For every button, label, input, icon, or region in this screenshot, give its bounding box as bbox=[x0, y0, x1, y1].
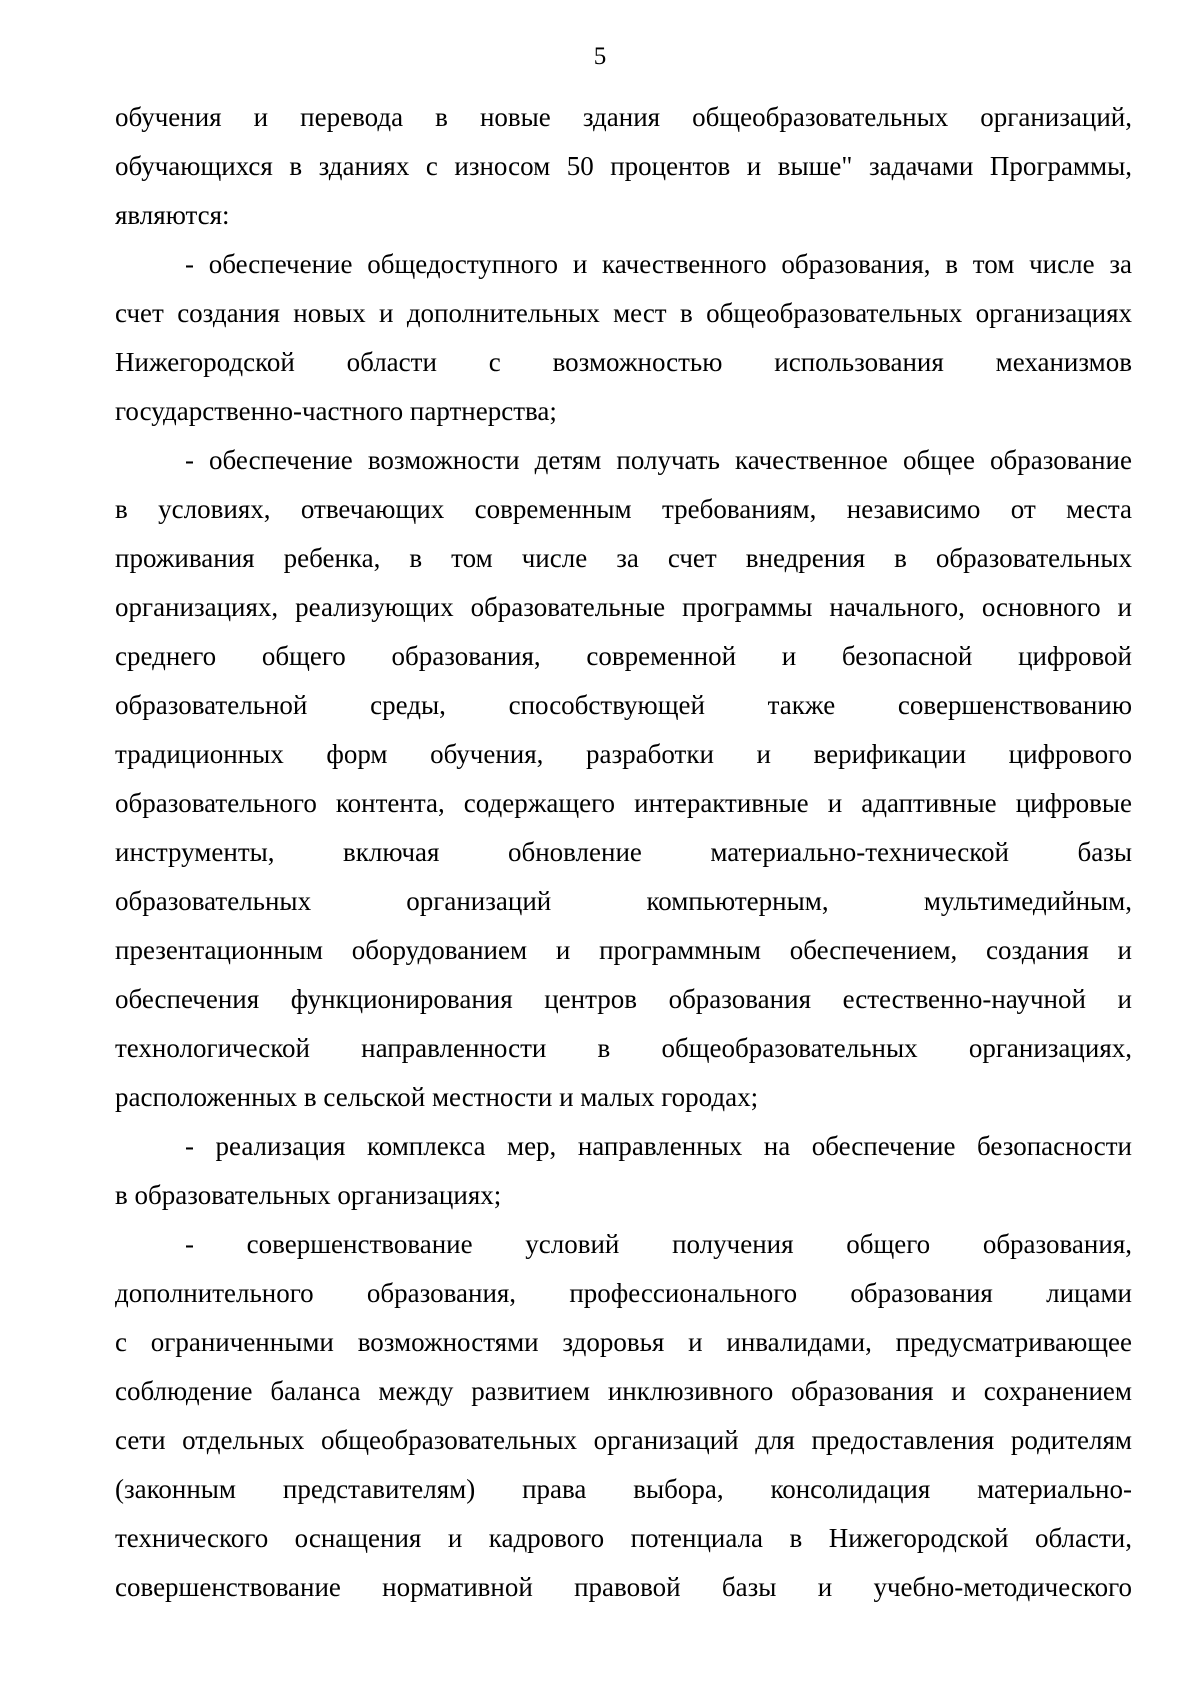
text-line: в образовательных организациях; bbox=[115, 1180, 502, 1210]
text-line: обучающихся в зданиях с износом 50 процентов и выше" задачами Программы, bbox=[115, 151, 1132, 181]
text-line: государственно-частного партнерства; bbox=[115, 396, 557, 426]
text-line: - обеспечение общедоступного и качественного образования, в том числе за bbox=[185, 249, 1132, 279]
text-line: образовательного контента, содержащего интерактивные и адаптивные цифровые bbox=[115, 788, 1132, 818]
text-line: проживания ребенка, в том числе за счет внедрения в образовательных bbox=[115, 543, 1132, 573]
text-line: образовательной среды, способствующей также совершенствованию bbox=[115, 690, 1132, 720]
text-line: - совершенствование условий получения общего образования, bbox=[185, 1229, 1132, 1259]
text-line: инструменты, включая обновление материально-технической базы bbox=[115, 837, 1132, 867]
text-line: с ограниченными возможностями здоровья и инвалидами, предусматривающее bbox=[115, 1327, 1132, 1357]
text-line: (законным представителям) права выбора, консолидация материально- bbox=[115, 1474, 1132, 1504]
text-line: обучения и перевода в новые здания общеобразовательных организаций, bbox=[115, 102, 1132, 132]
text-line: технического оснащения и кадрового потенциала в Нижегородской области, bbox=[115, 1523, 1132, 1553]
text-line: являются: bbox=[115, 200, 230, 230]
text-line: дополнительного образования, профессионального образования лицами bbox=[115, 1278, 1132, 1308]
text-line: - обеспечение возможности детям получать качественное общее образование bbox=[185, 445, 1132, 475]
text-line: среднего общего образования, современной и безопасной цифровой bbox=[115, 641, 1132, 671]
text-line: традиционных форм обучения, разработки и верификации цифрового bbox=[115, 739, 1132, 769]
text-line: расположенных в сельской местности и малых городах; bbox=[115, 1082, 759, 1112]
text-line: соблюдение баланса между развитием инклюзивного образования и сохранением bbox=[115, 1376, 1132, 1406]
text-line: совершенствование нормативной правовой базы и учебно-методического bbox=[115, 1572, 1132, 1602]
body-text bbox=[115, 93, 1132, 1612]
text-line: счет создания новых и дополнительных мест в общеобразовательных организациях bbox=[115, 298, 1132, 328]
text-line: образовательных организаций компьютерным, мультимедийным, bbox=[115, 886, 1132, 916]
text-line: - реализация комплекса мер, направленных на обеспечение безопасности bbox=[185, 1131, 1132, 1161]
text-line: организациях, реализующих образовательные программы начального, основного и bbox=[115, 592, 1132, 622]
text-line: Нижегородской области с возможностью использования механизмов bbox=[115, 347, 1132, 377]
text-line: технологической направленности в общеобразовательных организациях, bbox=[115, 1033, 1132, 1063]
page-number: 5 bbox=[593, 43, 607, 70]
text-line: в условиях, отвечающих современным требованиям, независимо от места bbox=[115, 494, 1132, 524]
text-line: сети отдельных общеобразовательных организаций для предоставления родителям bbox=[115, 1425, 1132, 1455]
text-line: обеспечения функционирования центров образования естественно-научной и bbox=[115, 984, 1132, 1014]
text-line: презентационным оборудованием и программным обеспечением, создания и bbox=[115, 935, 1132, 965]
